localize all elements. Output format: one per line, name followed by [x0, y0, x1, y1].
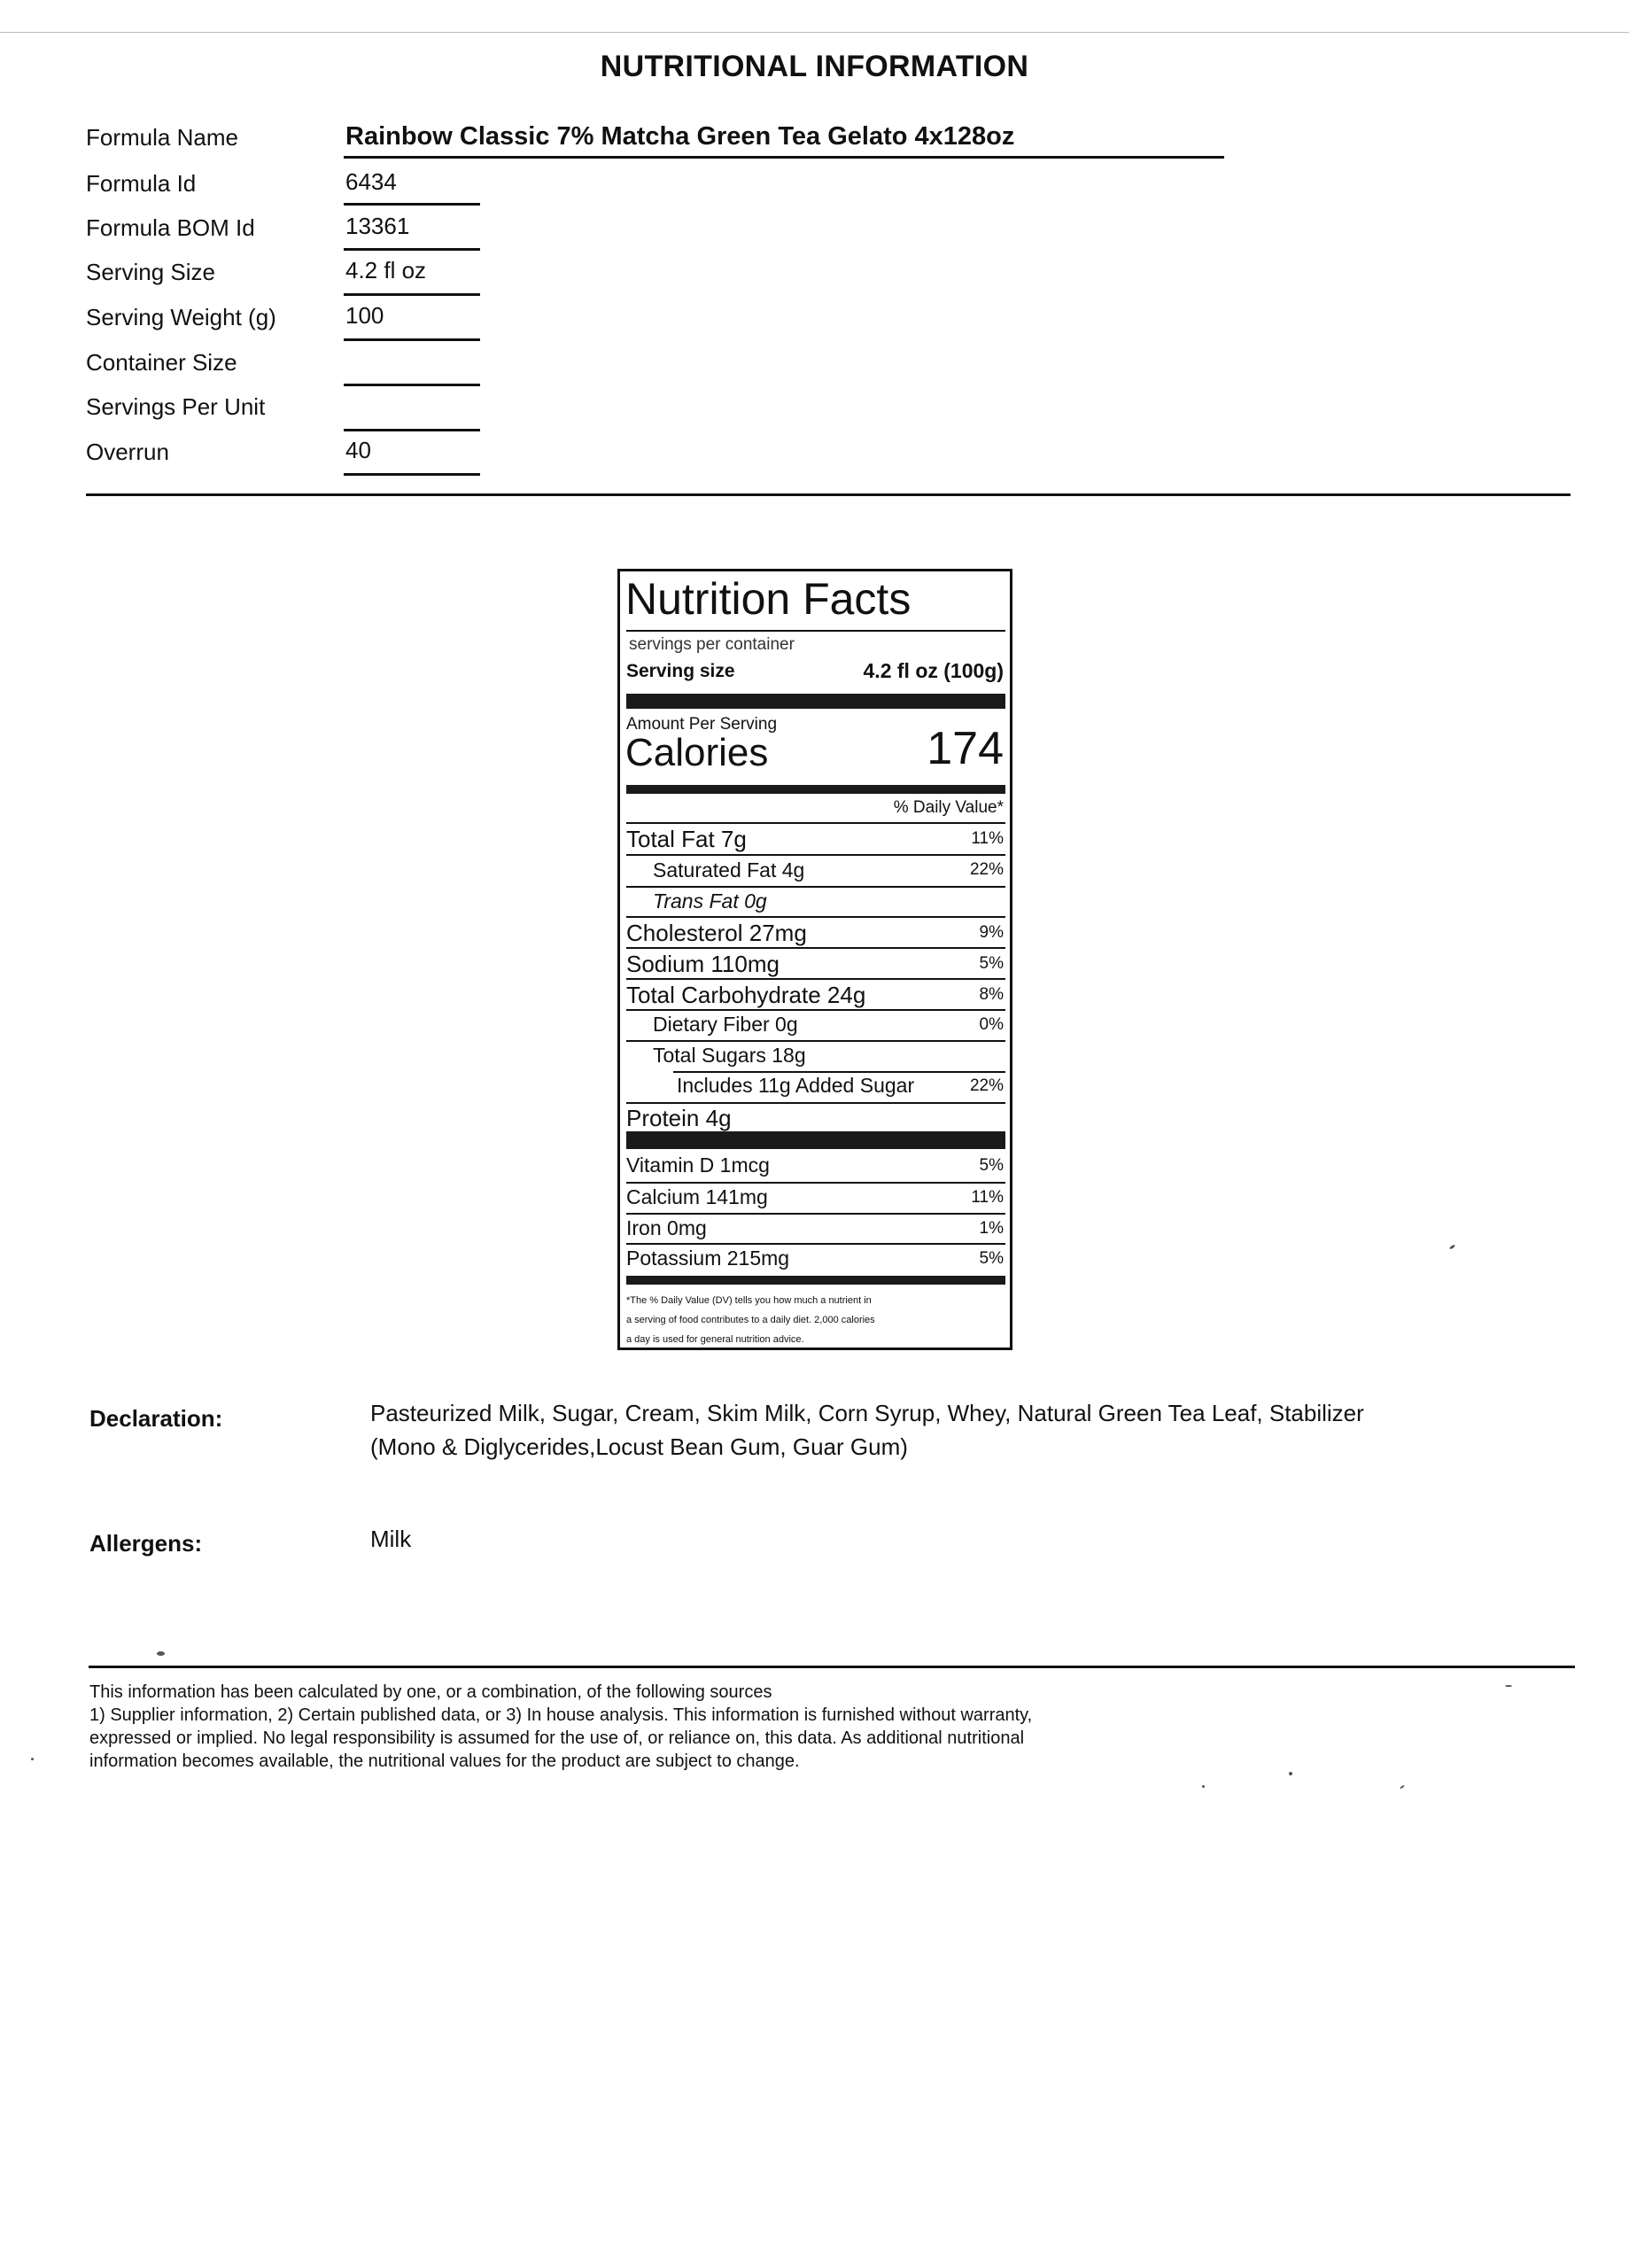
formula-name-label: Formula Name [86, 124, 238, 151]
nf-rule [626, 1009, 1005, 1011]
total-carbohydrate-row: Total Carbohydrate 24g [626, 982, 866, 1008]
scan-speck [157, 1651, 165, 1656]
scan-speck [31, 1758, 34, 1760]
serving-weight-underline [344, 338, 480, 341]
allergens-label: Allergens: [89, 1530, 203, 1557]
serving-size-underline [344, 293, 480, 296]
cholesterol-dv: 9% [979, 923, 1004, 942]
formula-bom-id-underline [344, 248, 480, 251]
nf-footnote-line-3: a day is used for general nutrition advice. [626, 1334, 804, 1345]
container-size-underline [344, 384, 480, 386]
sodium-dv: 5% [979, 954, 1004, 973]
formula-bom-id-value: 13361 [345, 213, 410, 239]
formula-id-underline [344, 203, 480, 206]
calcium-row: Calcium 141mg [626, 1185, 768, 1208]
nf-rule [626, 1182, 1005, 1184]
serving-size-label: Serving Size [86, 259, 215, 285]
overrun-value: 40 [345, 437, 371, 463]
total-fat-dv: 11% [971, 829, 1004, 848]
total-sugars-row: Total Sugars 18g [653, 1044, 806, 1067]
serving-size-value: 4.2 fl oz [345, 257, 427, 284]
section-divider-bottom [89, 1666, 1575, 1668]
formula-id-label: Formula Id [86, 170, 197, 197]
vitamin-d-dv: 5% [979, 1156, 1004, 1175]
nf-rule [626, 947, 1005, 949]
nf-medium-bar [626, 1276, 1005, 1285]
nf-thick-bar [626, 1131, 1005, 1149]
scan-speck [1505, 1685, 1512, 1687]
scan-speck [1400, 1784, 1405, 1789]
servings-per-unit-label: Servings Per Unit [86, 393, 266, 420]
nf-rule [626, 916, 1005, 918]
potassium-row: Potassium 215mg [626, 1247, 790, 1270]
iron-row: Iron 0mg [626, 1216, 707, 1239]
serving-weight-value: 100 [345, 302, 384, 329]
formula-name-underline [344, 156, 1224, 159]
nf-rule [626, 1243, 1005, 1245]
nf-rule [626, 886, 1005, 888]
declaration-text [370, 1396, 1364, 1464]
nf-footnote-line-2: a serving of food contributes to a daily diet. 2,000 calories [626, 1315, 875, 1325]
total-carbohydrate-dv: 8% [979, 985, 1004, 1004]
serving-weight-label: Serving Weight (g) [86, 304, 276, 330]
scan-speck [1202, 1785, 1205, 1788]
nf-rule [626, 822, 1005, 824]
trans-fat-row: Trans Fat 0g [653, 889, 767, 913]
added-sugar-row: Includes 11g Added Sugar [677, 1074, 915, 1097]
declaration-label: Declaration: [89, 1405, 223, 1432]
declaration-line-1: Pasteurized Milk, Sugar, Cream, Skim Milk, Corn Syrup, Whey, Natural Green Tea Leaf, Stabilizer [370, 1400, 1364, 1426]
sodium-row: Sodium 110mg [626, 951, 780, 977]
formula-name-value: Rainbow Classic 7% Matcha Green Tea Gelato 4x128oz [345, 122, 1015, 151]
nutrition-facts-title: Nutrition Facts [625, 574, 911, 624]
formula-id-value: 6434 [345, 168, 397, 195]
servings-per-container: servings per container [629, 635, 795, 654]
saturated-fat-dv: 22% [969, 860, 1004, 879]
calories-value: 174 [927, 723, 1004, 774]
disclaimer-line-2: 1) Supplier information, 2) Certain published data, or 3) In house analysis. This information is furnished without warranty, [89, 1705, 1033, 1725]
nf-rule [673, 1071, 1005, 1073]
nf-rule [626, 978, 1005, 980]
disclaimer [89, 1681, 1152, 1773]
added-sugar-dv: 22% [969, 1076, 1004, 1095]
dietary-fiber-dv: 0% [979, 1015, 1004, 1034]
nf-rule [626, 1040, 1005, 1042]
dietary-fiber-row: Dietary Fiber 0g [653, 1013, 798, 1036]
disclaimer-line-4: information becomes available, the nutritional values for the product are subject to change. [89, 1751, 800, 1771]
nf-footnote-line-1: *The % Daily Value (DV) tells you how much a nutrient in [626, 1295, 872, 1306]
declaration-line-2: (Mono & Diglycerides,Locust Bean Gum, Guar Gum) [370, 1433, 908, 1460]
document-title: NUTRITIONAL INFORMATION [600, 50, 1029, 83]
overrun-label: Overrun [86, 439, 169, 465]
nf-rule [626, 1213, 1005, 1215]
iron-dv: 1% [979, 1219, 1004, 1238]
calcium-dv: 11% [971, 1188, 1004, 1207]
section-divider-top [86, 493, 1571, 496]
protein-row: Protein 4g [626, 1105, 732, 1131]
amount-per-serving: Amount Per Serving [626, 715, 778, 734]
nf-thick-bar [626, 694, 1005, 709]
formula-bom-id-label: Formula BOM Id [86, 214, 255, 241]
overrun-underline [344, 473, 480, 476]
nf-serving-size-value: 4.2 fl oz (100g) [863, 659, 1004, 682]
potassium-dv: 5% [979, 1249, 1004, 1268]
servings-per-unit-underline [344, 429, 480, 431]
scan-speck [1449, 1244, 1455, 1249]
nf-serving-size-label: Serving size [626, 661, 735, 681]
nutrition-facts-label [617, 569, 1012, 1350]
scan-top-edge [0, 32, 1629, 33]
scan-speck [1289, 1772, 1292, 1775]
nf-rule [626, 854, 1005, 856]
nf-rule [626, 1102, 1005, 1104]
vitamin-d-row: Vitamin D 1mcg [626, 1153, 770, 1177]
disclaimer-line-3: expressed or implied. No legal responsibility is assumed for the use of, or reliance on, this data. As additional nutritional [89, 1728, 1025, 1748]
saturated-fat-row: Saturated Fat 4g [653, 858, 805, 882]
daily-value-header: % Daily Value* [893, 798, 1004, 817]
cholesterol-row: Cholesterol 27mg [626, 920, 807, 946]
nf-rule [626, 630, 1005, 632]
calories-label: Calories [625, 731, 769, 774]
nf-medium-bar [626, 785, 1005, 794]
allergens-value: Milk [370, 1526, 412, 1552]
disclaimer-line-1: This information has been calculated by one, or a combination, of the following sources [89, 1682, 772, 1702]
total-fat-row: Total Fat 7g [626, 826, 747, 852]
container-size-label: Container Size [86, 349, 237, 376]
